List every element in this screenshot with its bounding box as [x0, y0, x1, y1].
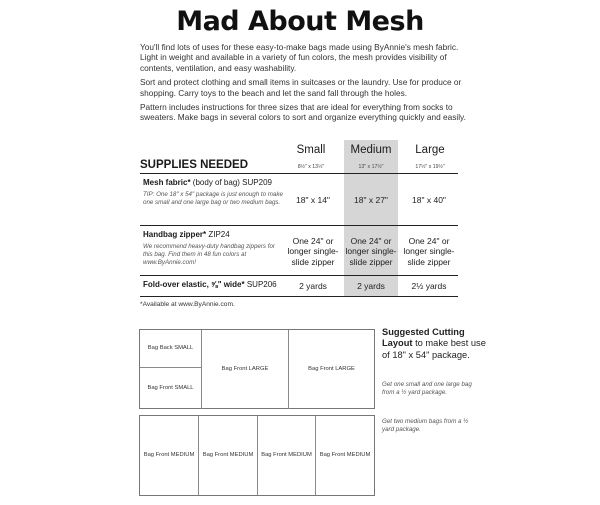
cutting-note-1: Get one small and one large bag from a ½ yard package. [382, 381, 472, 397]
supply-note: TIP: One 18" x 54" package is just enough to make one small and one large bag or two medium bags. [143, 190, 283, 207]
supply-name: Handbag zipper* [143, 230, 207, 239]
size-medium-name: Medium [350, 144, 392, 156]
intro-paragraph: Sort and protect clothing and small items in suitcases or the laundry. Use for produce or shopping. Carry toys to the beach and let the sand fall through the holes. [140, 77, 462, 98]
piece-bag-front-medium: Bag Front MEDIUM [258, 416, 316, 495]
supply-label [143, 230, 286, 268]
supply-row-elastic [140, 277, 458, 297]
piece-bag-front-large: Bag Front LARGE [308, 365, 355, 372]
piece-bag-front-medium: Bag Front MEDIUM [140, 416, 199, 495]
supply-detail: SUP206 [244, 280, 277, 289]
supply-detail: (body of bag) SUP209 [190, 178, 272, 187]
cutting-layout-title-rest: to make best use of 18" x 54" package. [382, 338, 486, 360]
piece-bag-front-small: Bag Front SMALL [140, 367, 202, 409]
cutting-layout-1 [139, 329, 375, 409]
intro-paragraph: Pattern includes instructions for three sizes that are ideal for everything from socks to sweaters. Make bags in several colors to sort and organize everything quickly and easily. [140, 102, 466, 123]
supply-detail: ZIP24 [206, 230, 230, 239]
supplies-heading: SUPPLIES NEEDED [140, 159, 248, 171]
supplies-header-row [140, 140, 458, 174]
size-small-name: Small [296, 144, 326, 156]
supply-note: We recommend heavy-duty handbag zippers for this bag. Find them in 48 fun colors at www.ByAnnie.com! [143, 242, 275, 267]
size-small-dims: 8½" x 13½" [297, 164, 325, 170]
supply-label [143, 178, 286, 207]
supply-value-medium: 2 yards [357, 281, 385, 291]
supply-row-zipper [140, 227, 458, 276]
size-large-dims: 17½" x 19½" [415, 164, 445, 170]
supply-value-large: 18" x 40" [412, 195, 446, 205]
supply-value-small: 18" x 14" [296, 195, 330, 205]
supply-value-small: One 24" or longer single-slide zipper [287, 236, 339, 267]
piece-bag-front-medium: Bag Front MEDIUM [199, 416, 258, 495]
piece-bag-front-large: Bag Front LARGE [201, 330, 289, 409]
cutting-layout-2 [139, 415, 375, 496]
piece-bag-front-medium: Bag Front MEDIUM [319, 451, 371, 458]
size-medium-dims: 13" x 17½" [358, 164, 384, 170]
supply-value-large: One 24" or longer single-slide zipper [403, 236, 455, 267]
intro-text [140, 42, 470, 127]
supply-value-large: 2½ yards [411, 281, 447, 291]
supply-row-mesh [140, 175, 458, 226]
piece-bag-back-small: Bag Back SMALL [140, 330, 202, 368]
size-large-name: Large [415, 144, 445, 156]
cutting-layout-title [382, 327, 492, 361]
supply-name: Mesh fabric* [143, 178, 191, 187]
availability-note: *Available at www.ByAnnie.com. [140, 301, 235, 308]
supply-value-small: 2 yards [299, 281, 327, 291]
supply-value-medium: 18" x 27" [354, 195, 388, 205]
supply-label [143, 280, 293, 290]
supply-name: Fold-over elastic, ⅝" wide* [143, 280, 245, 289]
supply-value-medium: One 24" or longer single-slide zipper [345, 236, 397, 267]
cutting-note-2: Get two medium bags from a ½ yard package. [382, 418, 469, 434]
intro-paragraph: You'll find lots of uses for these easy-to-make bags made using ByAnnie's mesh fabric. Light in weight and available in a variety of fun colors, the mesh provides visibility of contents, ventilation, and easy washability. [140, 42, 459, 73]
cutting-layout-title-bold: Suggested Cutting Layout [382, 327, 465, 349]
page-title: Mad About Mesh [176, 6, 424, 37]
